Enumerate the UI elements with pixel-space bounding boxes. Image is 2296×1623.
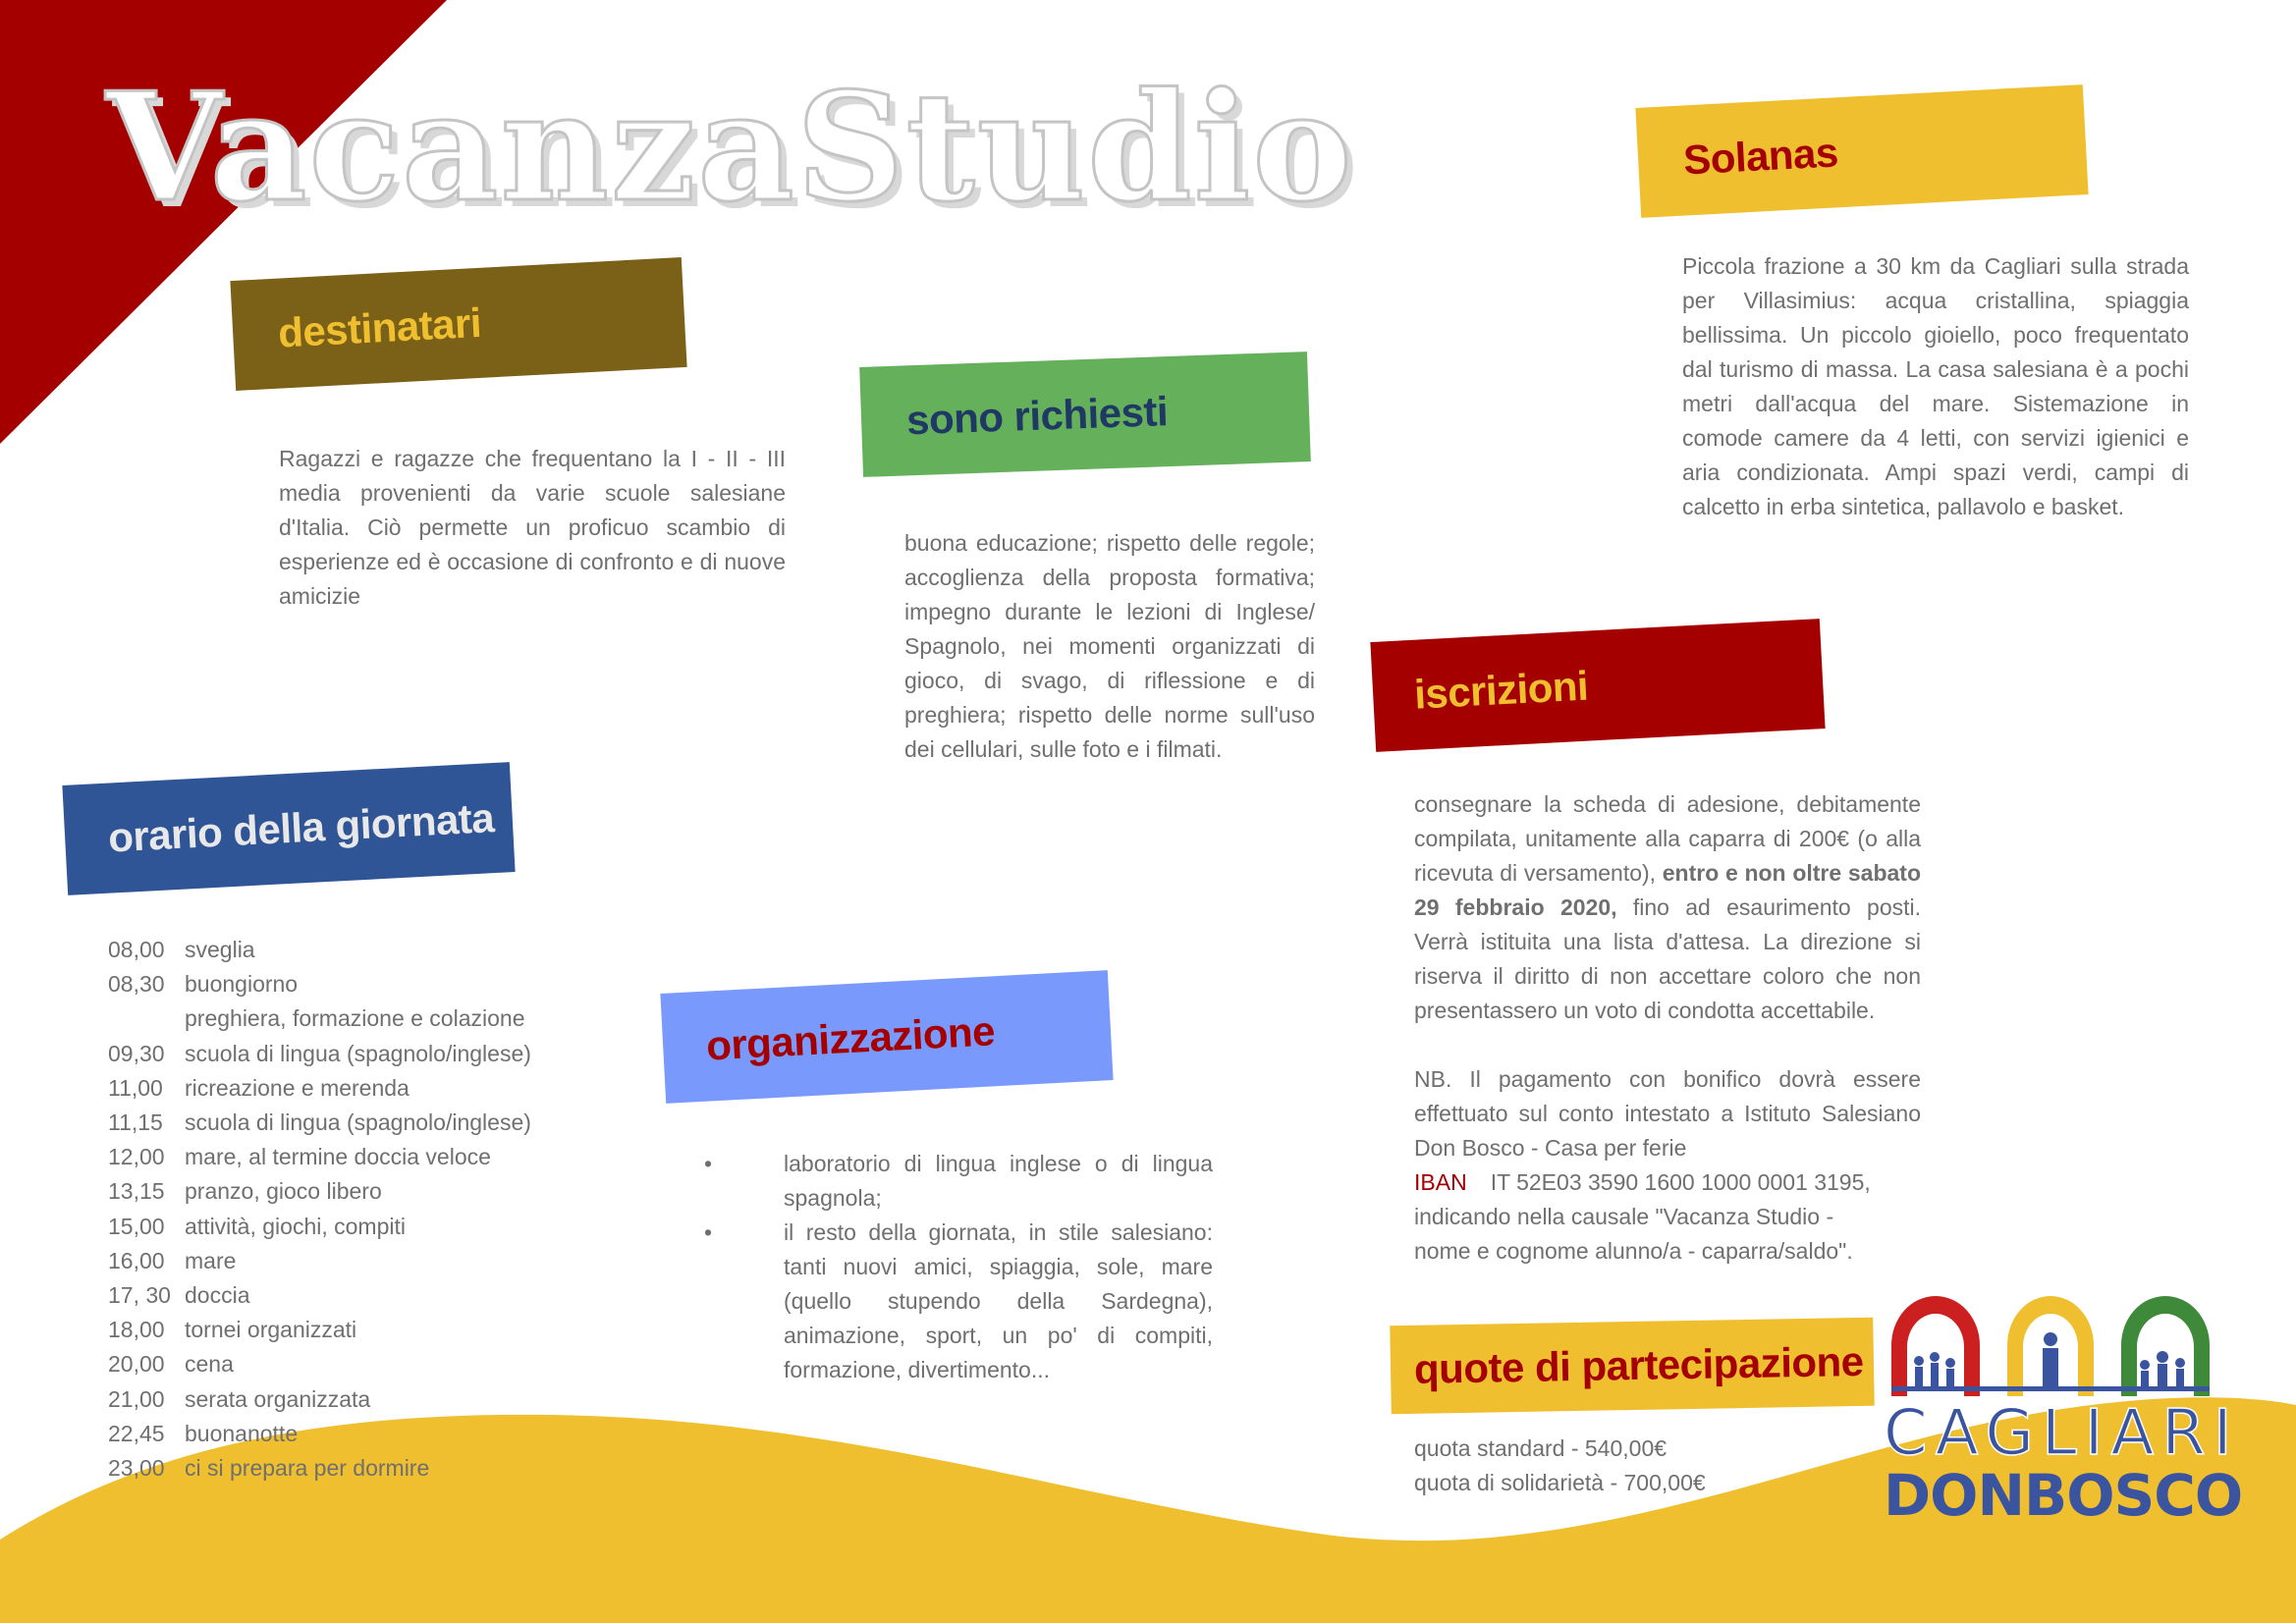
schedule-row (108, 933, 531, 967)
schedule-activity: buongiorno (185, 971, 299, 998)
schedule-row (108, 1313, 531, 1347)
solanas-heading: Solanas (1681, 129, 1839, 184)
bullet-icon: • (704, 1151, 713, 1176)
schedule-time: 12,00 (108, 1144, 165, 1170)
destinatari-banner (230, 257, 686, 391)
list-item-text: laboratorio di lingua inglese o di lingua spagnola; (784, 1151, 1213, 1211)
iscrizioni-paragraph (1414, 787, 1921, 1028)
schedule-activity: serata organizzata (185, 1385, 371, 1412)
iban-label: IBAN (1414, 1169, 1467, 1195)
list-item (704, 1147, 1213, 1216)
iscrizioni-deadline: entro e non oltre sabato 29 febbraio 2020, (1414, 860, 1921, 920)
schedule-activity: cena (185, 1351, 234, 1378)
iscrizioni-heading: iscrizioni (1413, 662, 1590, 718)
schedule-time: 09,30 (108, 1040, 165, 1066)
schedule-time: 11,00 (108, 1074, 163, 1101)
destinatari-heading: destinatari (276, 298, 483, 356)
iban-line (1414, 1165, 1921, 1200)
schedule-row (108, 1106, 531, 1140)
schedule-time: 13,15 (108, 1178, 165, 1205)
schedule-row (108, 1071, 531, 1106)
schedule-activity: ci si prepara per dormire (185, 1455, 430, 1482)
schedule-row (108, 1417, 531, 1451)
schedule-activity: preghiera, formazione e colazione (185, 1005, 525, 1032)
schedule-time: 23,00 (108, 1455, 165, 1482)
organizzazione-heading: organizzazione (704, 1007, 997, 1069)
payment-note: NB. Il pagamento con bonifico dovrà essere effettuato sul conto intestato a Istituto Salesiano Don Bosco - Casa per ferie (1414, 1066, 1921, 1161)
schedule-row (108, 1451, 531, 1486)
logo (1884, 1286, 2243, 1529)
schedule-activity: sveglia (185, 937, 255, 962)
schedule-row (108, 1174, 531, 1209)
schedule-row (108, 967, 531, 1001)
schedule-row (108, 1037, 531, 1071)
sono-richiesti-heading: sono richiesti (905, 388, 1169, 444)
schedule-row (108, 1210, 531, 1244)
schedule-time: 11,15 (108, 1109, 163, 1136)
bullet-icon: • (704, 1219, 713, 1245)
organizzazione-banner (660, 970, 1113, 1104)
sono-richiesti-banner (859, 352, 1311, 477)
destinatari-text: Ragazzi e ragazze che frequentano la I - II - III media provenienti da varie scuole salesiane d'Italia. Ciò permette un proficuo scambio di esperienze ed è occasione di confronto e di nuove amicizie (279, 446, 786, 609)
list-item-text: il resto della giornata, in stile salesiano: tanti nuovi amici, spiaggia, sole, mare (quello stupendo della Sardegna), animazione, sport, un po' di compiti, formazione, divertimento... (784, 1219, 1213, 1382)
schedule-time: 16,00 (108, 1247, 165, 1273)
schedule-time: 15,00 (108, 1213, 165, 1239)
sono-richiesti-text: buona educazione; rispetto delle regole; accoglienza della proposta formativa; impegno durante le lezioni di Inglese/ Spagnolo, nei momenti organizzati di gioco, di svago, di riflessione e di preghiera; rispetto delle norme sull'uso dei cellulari, sulle foto e i filmati. (904, 530, 1315, 762)
schedule-activity: doccia (185, 1282, 250, 1309)
schedule-time: 22,45 (108, 1420, 165, 1446)
list-item (704, 1216, 1213, 1387)
schedule-activity: mare (185, 1247, 237, 1273)
page-title: VacanzaStudio (106, 59, 1354, 235)
schedule-time: 08,00 (108, 937, 165, 962)
schedule-row (108, 1244, 531, 1278)
iban-value: IT 52E03 3590 1600 1000 0001 3195, (1490, 1169, 1871, 1195)
schedule-row (108, 1382, 531, 1417)
solanas-banner (1635, 84, 2088, 218)
schedule-activity: buonanotte (185, 1420, 299, 1446)
iscrizioni-text-start: consegnare la scheda di adesione, debitamente compilata, unitamente alla caparra di 200€ (o alla ricevuta di versamento), (1414, 791, 1921, 886)
logo-arches (1884, 1286, 2217, 1396)
schedule-time: 21,00 (108, 1385, 165, 1412)
schedule-activity: tornei organizzati (185, 1317, 357, 1343)
schedule-row (108, 1278, 531, 1313)
causale-line-2: nome e cognome alunno/a - caparra/saldo". (1414, 1238, 1853, 1264)
iscrizioni-banner (1370, 619, 1825, 752)
schedule-time: 18,00 (108, 1317, 165, 1343)
quota-standard: quota standard - 540,00€ (1414, 1435, 1667, 1461)
schedule-activity: mare, al termine doccia veloce (185, 1144, 491, 1170)
schedule-time: 17, 30 (108, 1282, 171, 1309)
quote-list (1414, 1432, 1706, 1500)
schedule-activity: ricreazione e merenda (185, 1074, 410, 1101)
orario-heading: orario della giornata (106, 794, 496, 861)
schedule-time (108, 1001, 185, 1036)
causale-line-1: indicando nella causale "Vacanza Studio - (1414, 1204, 1834, 1229)
schedule-activity: scuola di lingua (spagnolo/inglese) (185, 1109, 531, 1136)
quote-banner (1390, 1318, 1874, 1415)
organizzazione-list (704, 1147, 1213, 1387)
iscrizioni-text-end: fino ad esaurimento posti. Verrà istituita una lista d'attesa. La direzione si riserva il diritto di non accettare coloro che non presentassero un voto di condotta accettabile. (1414, 894, 1922, 1023)
schedule-time: 08,30 (108, 971, 165, 998)
schedule-row (108, 1347, 531, 1381)
schedule-time: 20,00 (108, 1351, 165, 1378)
schedule-activity: pranzo, gioco libero (185, 1178, 382, 1205)
schedule-activity: scuola di lingua (spagnolo/inglese) (185, 1040, 531, 1066)
logo-name: DONBOSCO (1884, 1462, 2243, 1529)
schedule-list (108, 933, 531, 1486)
iscrizioni-text (1414, 787, 1921, 1269)
schedule-row (108, 1001, 531, 1036)
schedule-activity: attività, giochi, compiti (185, 1213, 406, 1239)
quota-solidarieta: quota di solidarietà - 700,00€ (1414, 1470, 1706, 1495)
quote-heading: quote di partecipazione (1413, 1337, 1864, 1392)
schedule-row (108, 1140, 531, 1174)
solanas-text: Piccola frazione a 30 km da Cagliari sulla strada per Villasimius: acqua cristallina, spiaggia bellissima. Un piccolo gioiello, poco frequentato dal turismo di massa. La casa salesiana è a pochi metri dall'acqua del mare. Sistemazione in comode camere da 4 letti, con servizi igienici e aria condizionata. Ampi spazi verdi, campi di calcetto in erba sintetica, pallavolo e basket. (1682, 253, 2189, 519)
orario-banner (62, 762, 515, 895)
logo-city: CAGLIARI (1884, 1397, 2240, 1470)
